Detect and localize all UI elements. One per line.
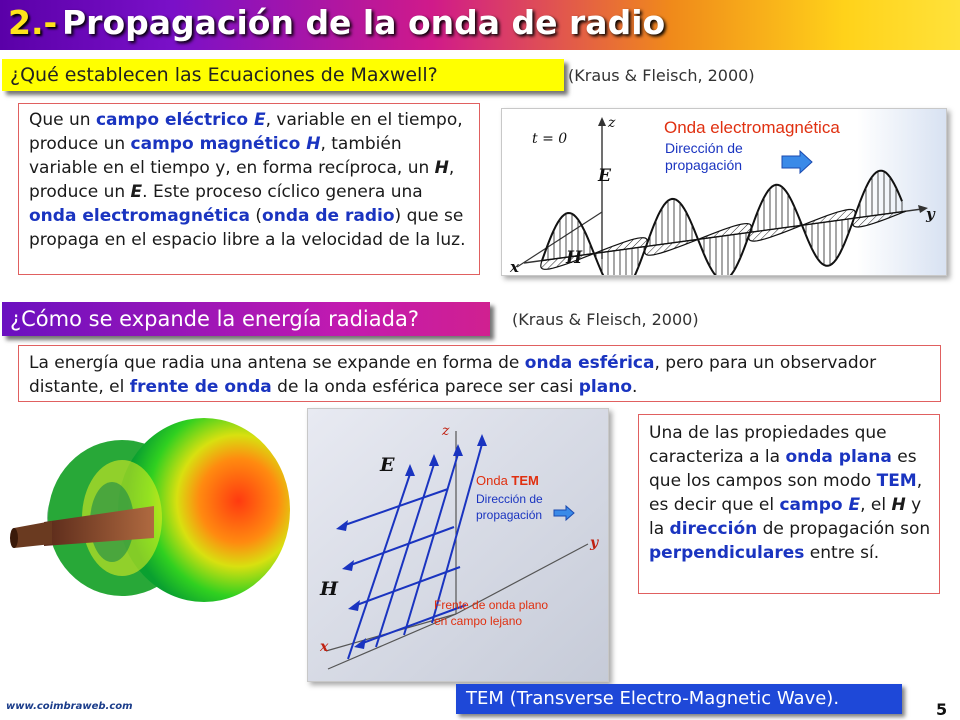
text-run: onda electromagnética xyxy=(29,206,250,226)
text-run: onda de radio xyxy=(262,206,395,226)
energy-paragraph xyxy=(29,351,930,399)
text-run: campo xyxy=(779,495,849,515)
energy-explanation xyxy=(18,345,941,402)
text-run: de la onda esférica parece ser casi xyxy=(271,377,579,397)
text-run: , también variable en el tiempo y, en forma recíproca, un xyxy=(29,134,435,178)
text-run: H xyxy=(891,495,906,515)
figure1-subtitle-1: Dirección de xyxy=(665,140,743,156)
tem-definition: TEM (Transverse Electro-Magnetic Wave). xyxy=(456,684,902,714)
text-run: y la xyxy=(649,495,922,539)
citation-1: (Kraus & Fleisch, 2000) xyxy=(568,66,755,85)
text-run: de propagación son xyxy=(757,519,931,539)
text-run: , pero para un observador distante, el xyxy=(29,353,877,397)
text-run: Que un xyxy=(29,110,96,130)
text-run: onda esférica xyxy=(524,353,655,373)
text-run: TEM xyxy=(876,471,917,491)
text-run: La energía que radia una antena se expande en forma de xyxy=(29,353,525,373)
text-run: . Este proceso cíclico genera una xyxy=(142,182,423,202)
tem-subtitle-1: Dirección de xyxy=(476,492,543,506)
text-run: plano xyxy=(578,377,633,397)
radiation-pattern-image xyxy=(4,418,304,618)
text-run: ( xyxy=(249,206,263,226)
x-label: x xyxy=(510,258,519,275)
text-run: dirección xyxy=(669,519,758,539)
maxwell-question: ¿Qué establecen las Ecuaciones de Maxwell? xyxy=(2,59,564,91)
text-run: frente de onda xyxy=(129,377,272,397)
text-run: , el xyxy=(860,495,892,515)
z-label: z xyxy=(608,115,616,131)
tem-y-label: y xyxy=(590,535,599,551)
h-label: H xyxy=(566,248,583,268)
tem-x-label: x xyxy=(320,639,329,655)
plane-wave-explanation xyxy=(638,414,940,594)
figure1-title: Onda electromagnética xyxy=(664,118,840,137)
text-run: , variable en el tiempo, produce un xyxy=(29,110,463,154)
citation-2: (Kraus & Fleisch, 2000) xyxy=(512,310,699,329)
tem-h-label: H xyxy=(320,578,338,600)
maxwell-paragraph xyxy=(29,108,473,252)
text-run: onda plana xyxy=(785,447,892,467)
em-wave-diagram xyxy=(502,109,946,275)
text-run: perpendiculares xyxy=(649,543,805,563)
page-number: 5 xyxy=(936,700,948,719)
em-wave-figure xyxy=(501,108,947,276)
section-number: 2.- xyxy=(8,3,58,42)
text-run: Una de las propiedades que caracteriza a la xyxy=(649,423,887,467)
text-run: E xyxy=(254,110,266,130)
text-run: es que los campos son modo xyxy=(649,447,917,491)
tem-title: Onda TEM xyxy=(476,473,539,488)
text-run: , es decir que el xyxy=(649,471,923,515)
figure1-subtitle-2: propagación xyxy=(665,157,743,173)
text-run: campo magnético xyxy=(130,134,307,154)
t-label: t = 0 xyxy=(532,131,568,147)
tem-wave-diagram xyxy=(308,409,608,681)
maxwell-explanation xyxy=(18,103,480,275)
text-run: H xyxy=(306,134,321,154)
page-title: Propagación de la onda de radio xyxy=(62,3,666,42)
title-bar xyxy=(0,0,960,50)
text-run: , produce un xyxy=(29,158,455,202)
text-run: entre sí. xyxy=(804,543,880,563)
wavefront-label-2: en campo lejano xyxy=(434,614,523,628)
text-run: H xyxy=(434,158,449,178)
wavefront-label-1: Frente de onda plano xyxy=(434,598,549,612)
plane-wave-paragraph xyxy=(649,421,931,565)
website-footer: www.coimbraweb.com xyxy=(6,701,133,712)
text-run: E xyxy=(848,495,861,515)
text-run: ) que se propaga en el espacio libre a la velocidad de la luz. xyxy=(29,206,466,250)
text-run: . xyxy=(632,377,638,397)
tem-e-label: E xyxy=(380,454,395,476)
y-label: y xyxy=(926,205,935,223)
tem-subtitle-2: propagación xyxy=(476,508,543,522)
text-run: campo eléctrico xyxy=(95,110,254,130)
tem-wave-figure xyxy=(307,408,609,682)
energy-question: ¿Cómo se expande la energía radiada? xyxy=(2,302,490,336)
text-run: E xyxy=(130,182,143,202)
e-label: E xyxy=(598,166,611,186)
tem-z-label: z xyxy=(442,423,450,439)
